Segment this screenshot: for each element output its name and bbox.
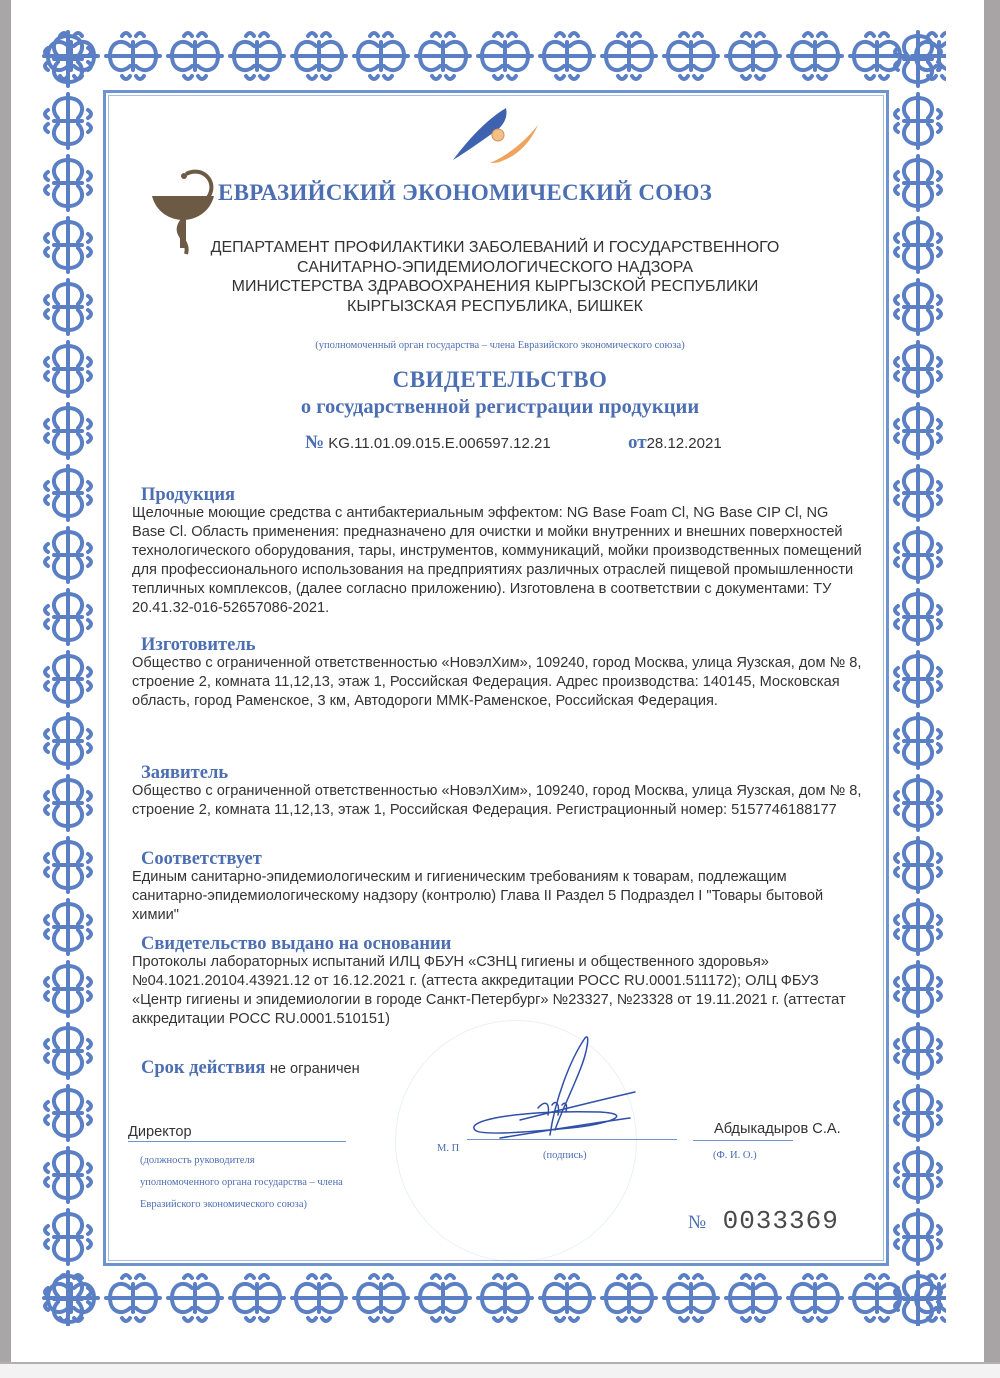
section-text: Общество с ограниченной ответственностью «НовэлХим», 109240, город Москва, улица Яузская, дом № 8, строение 2, комната 11,12,13, этаж 1, Российская Федерация. Адрес производства: 140145, Московская область, город Раменское, 3 км, Автодороги ММК-Раменское, Российская Федерация. bbox=[132, 655, 862, 709]
section-heading: Продукция bbox=[141, 485, 235, 505]
section-text: Протоколы лабораторных испытаний ИЛЦ ФБУН «СЗНЦ гигиены и общественного здоровья» №04.1021.20104.43921.12 от 16.12.2021 г. (аттеста аккредитации РОСС RU.0001.511172); ОЛЦ ФБУЗ «Центр гигиены и эпидемиологии в городе Санкт-Петербург» №23327, №23328 от 19.11.2021 г. (аттестат аккредитации РОСС RU.0001.510151) bbox=[132, 954, 846, 1027]
ornament-border-right bbox=[890, 28, 946, 1326]
number-value: KG.11.01.09.015.E.006597.12.21 bbox=[328, 435, 551, 452]
section-heading: Соответствует bbox=[141, 849, 262, 869]
validity-value: не ограничен bbox=[269, 1061, 360, 1077]
handwritten-signature-icon bbox=[460, 1030, 640, 1150]
section-heading: Свидетельство выдано на основании bbox=[141, 934, 452, 954]
department-line: МИНИСТЕРСТВА ЗДРАВООХРАНЕНИЯ КЫРГЫЗСКОЙ РЕСПУБЛИКИ bbox=[231, 278, 759, 295]
serial-label: № bbox=[688, 1212, 707, 1233]
position-note-line: Евразийского экономического союза) bbox=[140, 1199, 307, 1210]
section-complies bbox=[132, 850, 862, 925]
section-manufacturer bbox=[132, 636, 862, 711]
signatory-name: Абдыкадыров С.А. bbox=[714, 1121, 841, 1137]
section-heading: Изготовитель bbox=[141, 635, 256, 655]
registration-date bbox=[628, 432, 722, 454]
ornament-border-top bbox=[40, 28, 946, 84]
position-note-line: уполномоченного органа государства – члена bbox=[140, 1177, 343, 1188]
name-line bbox=[693, 1140, 793, 1141]
section-heading: Заявитель bbox=[141, 763, 229, 783]
authority-note: (уполномоченный орган государства – члена Евразийского экономического союза) bbox=[315, 340, 685, 351]
section-product bbox=[132, 486, 862, 618]
signature-note: (подпись) bbox=[543, 1150, 587, 1161]
position-note bbox=[140, 1150, 400, 1216]
validity-period bbox=[141, 1058, 360, 1079]
union-title: ЕВРАЗИЙСКИЙ ЭКОНОМИЧЕСКИЙ СОЮЗ bbox=[218, 180, 713, 205]
certificate-title: СВИДЕТЕЛЬСТВО bbox=[392, 367, 608, 392]
certificate-subtitle: о государственной регистрации продукции bbox=[300, 396, 700, 418]
department-line: КЫРГЫЗСКАЯ РЕСПУБЛИКА, БИШКЕК bbox=[347, 297, 643, 315]
seal-label: М. П bbox=[437, 1143, 460, 1154]
position-note-line: (должность руководителя bbox=[140, 1155, 255, 1166]
number-label: № bbox=[305, 432, 325, 453]
section-issued-basis bbox=[132, 935, 862, 1029]
ornament-border-bottom bbox=[40, 1270, 946, 1326]
date-value: 28.12.2021 bbox=[646, 435, 722, 452]
validity-label: Срок действия bbox=[141, 1058, 266, 1078]
form-serial-number bbox=[688, 1206, 839, 1236]
section-text: Единым санитарно-эпидемиологическим и гигиеническим требованиям к товарам, подлежащим санитарно-эпидемиологическому надзору (контролю) Глава II Раздел 5 Подраздел I "Товары бытовой химии" bbox=[132, 869, 824, 923]
section-applicant bbox=[132, 764, 862, 820]
scan-edge-right bbox=[984, 0, 1000, 1376]
registration-number bbox=[305, 432, 551, 454]
section-text: Общество с ограниченной ответственностью «НовэлХим», 109240, город Москва, улица Яузская, дом № 8, строение 2, комната 11,12,13, этаж 1, Российская Федерация. Регистрационный номер: 5157746188177 bbox=[132, 783, 862, 818]
date-label: от bbox=[628, 432, 647, 453]
serial-value: 0033369 bbox=[722, 1206, 839, 1236]
department-name bbox=[175, 238, 815, 316]
scan-edge-left bbox=[0, 0, 11, 1376]
position-title: Директор bbox=[128, 1124, 346, 1142]
section-text: Щелочные моющие средства с антибактериальным эффектом: NG Base Foam Cl, NG Base CIP Cl, NG Base Cl. Область применения: предназначено для очистки и мойки внутренних и внешних поверхностей технологического оборудования, тары, инструментов, коммуникаций, мойки производственных помещений для профессионального использования на предприятиях различных отраслей пищевой промышленности тепличных комплексов, (далее согласно приложению). Изготовлена в соответствии с документами: ТУ 20.41.32-016-52657086-2021. bbox=[132, 505, 862, 616]
department-line: ДЕПАРТАМЕНТ ПРОФИЛАКТИКИ ЗАБОЛЕВАНИЙ И ГОСУДАРСТВЕННОГО bbox=[210, 239, 780, 256]
department-line: САНИТАРНО-ЭПИДЕМИОЛОГИЧЕСКОГО НАДЗОРА bbox=[297, 258, 693, 276]
eaeu-logo-icon bbox=[448, 105, 543, 165]
ornament-border-left bbox=[40, 28, 96, 1326]
name-note: (Ф. И. О.) bbox=[713, 1150, 757, 1161]
